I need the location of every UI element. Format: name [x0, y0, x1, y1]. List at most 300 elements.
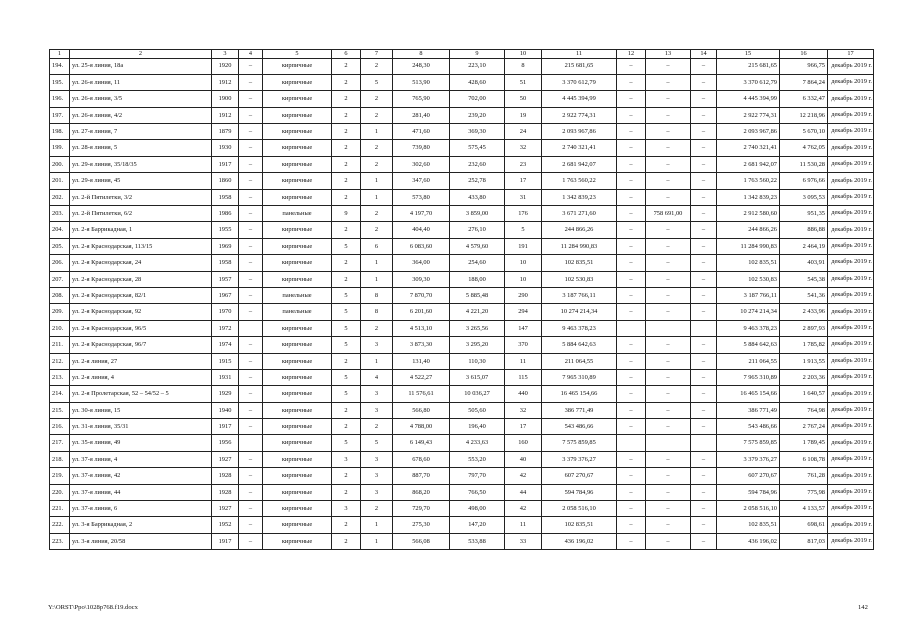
- cell-entrances: 1: [361, 189, 393, 205]
- cell-planned-date: декабрь 2019 г.: [828, 238, 874, 254]
- cell-cost-per-sqm: 2 433,96: [780, 304, 828, 320]
- cell-net-cost: 16 465 154,66: [717, 386, 780, 402]
- cell-year-reconstructed: –: [239, 484, 263, 500]
- page-number: 142: [858, 604, 868, 611]
- cell-row-number: 210.: [50, 320, 70, 336]
- cell-year-reconstructed: –: [239, 255, 263, 271]
- cell-planned-date: декабрь 2019 г.: [828, 386, 874, 402]
- cell-planned-date: декабрь 2019 г.: [828, 419, 874, 435]
- cell-year-reconstructed: –: [239, 287, 263, 303]
- cell-year-built: 1930: [212, 140, 239, 156]
- cell-year-built: 1927: [212, 451, 239, 467]
- cell-total-area: 3 873,30: [393, 337, 450, 353]
- cell-cost-col-12: –: [617, 451, 646, 467]
- header-row: [50, 50, 874, 59]
- cell-year-reconstructed: –: [239, 91, 263, 107]
- cell-address: ул. 37-я линия, 44: [70, 484, 212, 500]
- cell-cost-col-12: –: [617, 533, 646, 549]
- cell-cost-col-13: –: [646, 238, 691, 254]
- cell-cost-per-sqm: 886,88: [780, 222, 828, 238]
- cell-cost-col-14: [691, 320, 717, 336]
- cell-total-area: 573,80: [393, 189, 450, 205]
- cell-address: ул. 2-я Краснодарская, 96/5: [70, 320, 212, 336]
- cell-floors: 2: [332, 74, 361, 90]
- header-cell-entrances: 7: [361, 50, 393, 59]
- cell-year-reconstructed: –: [239, 353, 263, 369]
- cell-row-number: 213.: [50, 369, 70, 385]
- cell-net-cost: 1 342 839,23: [717, 189, 780, 205]
- cell-planned-date: декабрь 2019 г.: [828, 124, 874, 140]
- cell-residents: 440: [505, 386, 542, 402]
- cell-cost-col-12: –: [617, 271, 646, 287]
- cell-total-cost: 436 196,02: [542, 533, 617, 549]
- table-row: [50, 468, 874, 484]
- cell-residents: 51: [505, 74, 542, 90]
- cell-planned-date: декабрь 2019 г.: [828, 484, 874, 500]
- cell-total-cost: 2 681 942,07: [542, 156, 617, 172]
- cell-entrances: 2: [361, 107, 393, 123]
- cell-row-number: 202.: [50, 189, 70, 205]
- cell-cost-col-13: –: [646, 501, 691, 517]
- table-row: [50, 91, 874, 107]
- cell-cost-col-13: –: [646, 255, 691, 271]
- cell-net-cost: 2 093 967,86: [717, 124, 780, 140]
- cell-floors: 5: [332, 238, 361, 254]
- cell-living-area: 553,20: [450, 451, 505, 467]
- cell-cost-col-13: [646, 320, 691, 336]
- table-row: [50, 386, 874, 402]
- cell-entrances: 1: [361, 271, 393, 287]
- cell-net-cost: 3 379 376,27: [717, 451, 780, 467]
- cell-row-number: 194.: [50, 58, 70, 74]
- cell-cost-per-sqm: 775,98: [780, 484, 828, 500]
- cell-cost-col-12: –: [617, 206, 646, 222]
- cell-entrances: 1: [361, 533, 393, 549]
- table-row: [50, 124, 874, 140]
- cell-cost-col-13: –: [646, 402, 691, 418]
- cell-wall-material: панельные: [263, 304, 332, 320]
- cell-wall-material: кирпичные: [263, 74, 332, 90]
- cell-floors: 2: [332, 156, 361, 172]
- cell-living-area: 4 221,20: [450, 304, 505, 320]
- cell-living-area: 147,20: [450, 517, 505, 533]
- cell-net-cost: 3 187 766,11: [717, 287, 780, 303]
- cell-residents: 50: [505, 91, 542, 107]
- cell-total-cost: 543 486,66: [542, 419, 617, 435]
- cell-cost-col-12: –: [617, 304, 646, 320]
- cell-planned-date: декабрь 2019 г.: [828, 58, 874, 74]
- cell-row-number: 208.: [50, 287, 70, 303]
- cell-planned-date: декабрь 2019 г.: [828, 255, 874, 271]
- cell-cost-col-12: –: [617, 189, 646, 205]
- cell-cost-per-sqm: 4 133,57: [780, 501, 828, 517]
- cell-total-cost: 3 379 376,27: [542, 451, 617, 467]
- cell-address: ул. 35-я линия, 49: [70, 435, 212, 451]
- cell-entrances: 3: [361, 484, 393, 500]
- cell-cost-col-13: –: [646, 91, 691, 107]
- cell-year-reconstructed: –: [239, 451, 263, 467]
- cell-wall-material: кирпичные: [263, 238, 332, 254]
- cell-floors: 2: [332, 140, 361, 156]
- cell-cost-col-12: –: [617, 517, 646, 533]
- cell-total-area: 566,08: [393, 533, 450, 549]
- cell-row-number: 218.: [50, 451, 70, 467]
- cell-wall-material: кирпичные: [263, 353, 332, 369]
- cell-row-number: 211.: [50, 337, 70, 353]
- cell-cost-col-13: –: [646, 386, 691, 402]
- cell-row-number: 214.: [50, 386, 70, 402]
- header-cell-wall-material: 5: [263, 50, 332, 59]
- cell-row-number: 223.: [50, 533, 70, 549]
- cell-row-number: 207.: [50, 271, 70, 287]
- cell-cost-per-sqm: 1 785,82: [780, 337, 828, 353]
- cell-floors: 2: [332, 353, 361, 369]
- cell-cost-col-14: –: [691, 484, 717, 500]
- cell-residents: 294: [505, 304, 542, 320]
- cell-cost-col-14: –: [691, 173, 717, 189]
- table-row: [50, 255, 874, 271]
- cell-address: ул. 25-я линия, 18а: [70, 58, 212, 74]
- document-path: Y:\ORST\Ppo\1028p768.f19.docx: [48, 604, 138, 611]
- cell-wall-material: кирпичные: [263, 402, 332, 418]
- cell-row-number: 217.: [50, 435, 70, 451]
- cell-year-reconstructed: –: [239, 501, 263, 517]
- cell-net-cost: 211 064,55: [717, 353, 780, 369]
- cell-entrances: 1: [361, 173, 393, 189]
- cell-cost-col-14: –: [691, 468, 717, 484]
- cell-planned-date: декабрь 2019 г.: [828, 91, 874, 107]
- cell-cost-col-12: –: [617, 468, 646, 484]
- cell-residents: 32: [505, 402, 542, 418]
- cell-total-cost: 102 835,51: [542, 517, 617, 533]
- cell-cost-per-sqm: 817,03: [780, 533, 828, 549]
- cell-cost-col-13: –: [646, 189, 691, 205]
- cell-planned-date: декабрь 2019 г.: [828, 304, 874, 320]
- cell-year-reconstructed: –: [239, 386, 263, 402]
- cell-total-cost: 1 763 560,22: [542, 173, 617, 189]
- table-row: [50, 271, 874, 287]
- cell-cost-per-sqm: 545,38: [780, 271, 828, 287]
- cell-cost-per-sqm: 4 762,05: [780, 140, 828, 156]
- cell-floors: 2: [332, 533, 361, 549]
- cell-cost-col-14: –: [691, 222, 717, 238]
- cell-floors: 2: [332, 173, 361, 189]
- cell-row-number: 195.: [50, 74, 70, 90]
- cell-wall-material: кирпичные: [263, 484, 332, 500]
- cell-total-cost: 386 771,49: [542, 402, 617, 418]
- cell-planned-date: декабрь 2019 г.: [828, 320, 874, 336]
- cell-total-cost: 215 681,65: [542, 58, 617, 74]
- cell-total-cost: 607 270,67: [542, 468, 617, 484]
- cell-cost-col-13: –: [646, 451, 691, 467]
- table-row: [50, 74, 874, 90]
- cell-cost-per-sqm: 698,61: [780, 517, 828, 533]
- cell-cost-per-sqm: 11 530,28: [780, 156, 828, 172]
- cell-entrances: 2: [361, 156, 393, 172]
- table-row: [50, 238, 874, 254]
- cell-cost-col-13: –: [646, 287, 691, 303]
- cell-cost-per-sqm: 3 095,53: [780, 189, 828, 205]
- cell-cost-per-sqm: 2 897,93: [780, 320, 828, 336]
- cell-row-number: 209.: [50, 304, 70, 320]
- cell-year-built: 1972: [212, 320, 239, 336]
- cell-cost-col-13: –: [646, 124, 691, 140]
- table-row: [50, 517, 874, 533]
- cell-total-area: 6 083,60: [393, 238, 450, 254]
- cell-total-cost: 2 922 774,31: [542, 107, 617, 123]
- table-row: [50, 140, 874, 156]
- cell-year-reconstructed: –: [239, 402, 263, 418]
- cell-cost-per-sqm: 6 332,47: [780, 91, 828, 107]
- cell-net-cost: 2 922 774,31: [717, 107, 780, 123]
- cell-cost-col-13: –: [646, 222, 691, 238]
- table-row: [50, 287, 874, 303]
- cell-net-cost: 2 681 942,07: [717, 156, 780, 172]
- cell-year-reconstructed: [239, 320, 263, 336]
- cell-cost-col-14: –: [691, 189, 717, 205]
- cell-cost-per-sqm: 951,35: [780, 206, 828, 222]
- cell-wall-material: кирпичные: [263, 451, 332, 467]
- cell-living-area: 505,60: [450, 402, 505, 418]
- cell-total-area: 887,70: [393, 468, 450, 484]
- cell-floors: 2: [332, 107, 361, 123]
- cell-address: ул. 2-я Краснодарская, 28: [70, 271, 212, 287]
- cell-residents: 115: [505, 369, 542, 385]
- cell-residents: 10: [505, 271, 542, 287]
- cell-net-cost: 102 835,51: [717, 255, 780, 271]
- cell-living-area: 533,88: [450, 533, 505, 549]
- cell-floors: 5: [332, 304, 361, 320]
- cell-address: ул. 2-я Краснодарская, 92: [70, 304, 212, 320]
- cell-year-reconstructed: –: [239, 468, 263, 484]
- cell-cost-col-12: [617, 320, 646, 336]
- cell-cost-col-13: –: [646, 484, 691, 500]
- cell-cost-col-12: –: [617, 369, 646, 385]
- cell-cost-col-12: –: [617, 402, 646, 418]
- cell-planned-date: декабрь 2019 г.: [828, 501, 874, 517]
- cell-net-cost: 10 274 214,34: [717, 304, 780, 320]
- cell-total-area: 11 576,61: [393, 386, 450, 402]
- cell-cost-col-14: –: [691, 74, 717, 90]
- cell-living-area: 196,40: [450, 419, 505, 435]
- cell-cost-per-sqm: 2 464,19: [780, 238, 828, 254]
- cell-net-cost: 102 835,51: [717, 517, 780, 533]
- cell-floors: 2: [332, 91, 361, 107]
- cell-planned-date: декабрь 2019 г.: [828, 353, 874, 369]
- cell-planned-date: декабрь 2019 г.: [828, 287, 874, 303]
- cell-residents: 31: [505, 189, 542, 205]
- cell-residents: 147: [505, 320, 542, 336]
- cell-wall-material: кирпичные: [263, 255, 332, 271]
- cell-total-area: 868,20: [393, 484, 450, 500]
- cell-floors: 2: [332, 271, 361, 287]
- cell-net-cost: 5 884 642,63: [717, 337, 780, 353]
- cell-planned-date: декабрь 2019 г.: [828, 206, 874, 222]
- cell-entrances: 3: [361, 402, 393, 418]
- cell-cost-col-14: –: [691, 58, 717, 74]
- cell-address: ул. 26-я линия, 11: [70, 74, 212, 90]
- cell-net-cost: 543 486,66: [717, 419, 780, 435]
- cell-address: ул. 37-я линия, 4: [70, 451, 212, 467]
- cell-row-number: 206.: [50, 255, 70, 271]
- cell-net-cost: 607 270,67: [717, 468, 780, 484]
- cell-living-area: 702,00: [450, 91, 505, 107]
- cell-year-reconstructed: –: [239, 189, 263, 205]
- cell-living-area: 188,00: [450, 271, 505, 287]
- cell-wall-material: кирпичные: [263, 501, 332, 517]
- cell-row-number: 204.: [50, 222, 70, 238]
- cell-residents: 160: [505, 435, 542, 451]
- table-row: [50, 156, 874, 172]
- cell-year-reconstructed: –: [239, 419, 263, 435]
- cell-floors: 5: [332, 287, 361, 303]
- cell-net-cost: 102 530,83: [717, 271, 780, 287]
- cell-total-cost: 211 064,55: [542, 353, 617, 369]
- cell-cost-col-12: –: [617, 484, 646, 500]
- cell-cost-col-14: –: [691, 304, 717, 320]
- cell-cost-per-sqm: 5 670,10: [780, 124, 828, 140]
- cell-planned-date: декабрь 2019 г.: [828, 435, 874, 451]
- cell-row-number: 220.: [50, 484, 70, 500]
- cell-year-built: 1879: [212, 124, 239, 140]
- cell-living-area: 232,60: [450, 156, 505, 172]
- cell-living-area: 797,70: [450, 468, 505, 484]
- cell-year-built: 1928: [212, 484, 239, 500]
- cell-address: ул. 37-я линия, 6: [70, 501, 212, 517]
- cell-cost-col-12: –: [617, 74, 646, 90]
- cell-wall-material: кирпичные: [263, 435, 332, 451]
- cell-cost-col-12: –: [617, 238, 646, 254]
- cell-living-area: 223,10: [450, 58, 505, 74]
- cell-residents: 19: [505, 107, 542, 123]
- cell-cost-col-14: [691, 435, 717, 451]
- cell-total-area: 4 522,27: [393, 369, 450, 385]
- cell-address: ул. 2-я Баррикадная, 1: [70, 222, 212, 238]
- cell-living-area: 428,60: [450, 74, 505, 90]
- cell-residents: 23: [505, 156, 542, 172]
- cell-cost-col-13: –: [646, 337, 691, 353]
- cell-planned-date: декабрь 2019 г.: [828, 451, 874, 467]
- header-cell-living-area: 9: [450, 50, 505, 59]
- cell-entrances: 2: [361, 140, 393, 156]
- cell-residents: 290: [505, 287, 542, 303]
- cell-address: ул. 30-я линия, 15: [70, 402, 212, 418]
- cell-net-cost: 2 058 516,10: [717, 501, 780, 517]
- cell-wall-material: кирпичные: [263, 91, 332, 107]
- housing-register-table-wrapper: [49, 49, 873, 550]
- table-row: [50, 222, 874, 238]
- cell-year-built: 1927: [212, 501, 239, 517]
- table-row: [50, 304, 874, 320]
- cell-net-cost: 7 965 310,89: [717, 369, 780, 385]
- header-cell-planned-date: 17: [828, 50, 874, 59]
- cell-net-cost: 4 445 394,99: [717, 91, 780, 107]
- cell-cost-per-sqm: 6 108,78: [780, 451, 828, 467]
- cell-year-reconstructed: –: [239, 206, 263, 222]
- cell-cost-per-sqm: 541,36: [780, 287, 828, 303]
- cell-year-built: 1931: [212, 369, 239, 385]
- cell-living-area: 252,78: [450, 173, 505, 189]
- cell-cost-col-12: –: [617, 156, 646, 172]
- cell-net-cost: 2 912 580,60: [717, 206, 780, 222]
- cell-year-built: 1974: [212, 337, 239, 353]
- cell-floors: 3: [332, 501, 361, 517]
- cell-cost-col-12: –: [617, 419, 646, 435]
- cell-residents: 42: [505, 501, 542, 517]
- cell-net-cost: 594 784,96: [717, 484, 780, 500]
- table-row: [50, 189, 874, 205]
- cell-living-area: 575,45: [450, 140, 505, 156]
- cell-residents: 17: [505, 419, 542, 435]
- cell-cost-col-14: –: [691, 353, 717, 369]
- cell-cost-col-13: –: [646, 58, 691, 74]
- cell-cost-col-13: –: [646, 517, 691, 533]
- cell-living-area: 3 295,20: [450, 337, 505, 353]
- table-row: [50, 451, 874, 467]
- header-cell-row-number: 1: [50, 50, 70, 59]
- cell-row-number: 201.: [50, 173, 70, 189]
- cell-cost-col-12: –: [617, 58, 646, 74]
- cell-floors: 2: [332, 484, 361, 500]
- cell-cost-col-13: –: [646, 74, 691, 90]
- header-cell-net-cost: 15: [717, 50, 780, 59]
- cell-entrances: 1: [361, 124, 393, 140]
- cell-net-cost: 7 575 859,85: [717, 435, 780, 451]
- cell-address: ул. 2-я линия, 4: [70, 369, 212, 385]
- cell-cost-col-13: –: [646, 140, 691, 156]
- cell-cost-col-13: –: [646, 173, 691, 189]
- table-row: [50, 533, 874, 549]
- cell-floors: 2: [332, 517, 361, 533]
- cell-cost-col-12: [617, 435, 646, 451]
- cell-cost-col-13: –: [646, 369, 691, 385]
- cell-cost-col-12: –: [617, 287, 646, 303]
- cell-year-built: 1917: [212, 419, 239, 435]
- cell-entrances: 2: [361, 91, 393, 107]
- cell-total-area: 765,90: [393, 91, 450, 107]
- table-row: [50, 419, 874, 435]
- cell-year-reconstructed: –: [239, 369, 263, 385]
- header-cell-cost-col-12: 12: [617, 50, 646, 59]
- cell-planned-date: декабрь 2019 г.: [828, 222, 874, 238]
- cell-cost-per-sqm: 764,98: [780, 402, 828, 418]
- cell-residents: 40: [505, 451, 542, 467]
- cell-floors: 5: [332, 386, 361, 402]
- cell-entrances: 1: [361, 517, 393, 533]
- cell-total-area: 4 197,70: [393, 206, 450, 222]
- table-row: [50, 501, 874, 517]
- cell-total-area: 4 513,10: [393, 320, 450, 336]
- cell-residents: 33: [505, 533, 542, 549]
- cell-living-area: 498,00: [450, 501, 505, 517]
- cell-planned-date: декабрь 2019 г.: [828, 369, 874, 385]
- cell-residents: 8: [505, 58, 542, 74]
- cell-cost-col-14: –: [691, 419, 717, 435]
- cell-year-reconstructed: –: [239, 124, 263, 140]
- cell-residents: 42: [505, 468, 542, 484]
- cell-cost-col-14: –: [691, 156, 717, 172]
- cell-residents: 24: [505, 124, 542, 140]
- cell-address: ул. 2-й Пятилетки, 6/2: [70, 206, 212, 222]
- cell-total-area: 404,40: [393, 222, 450, 238]
- cell-cost-col-13: [646, 435, 691, 451]
- cell-planned-date: декабрь 2019 г.: [828, 156, 874, 172]
- cell-wall-material: кирпичные: [263, 468, 332, 484]
- cell-entrances: 2: [361, 419, 393, 435]
- cell-wall-material: кирпичные: [263, 107, 332, 123]
- cell-year-built: 1915: [212, 353, 239, 369]
- cell-year-built: 1900: [212, 91, 239, 107]
